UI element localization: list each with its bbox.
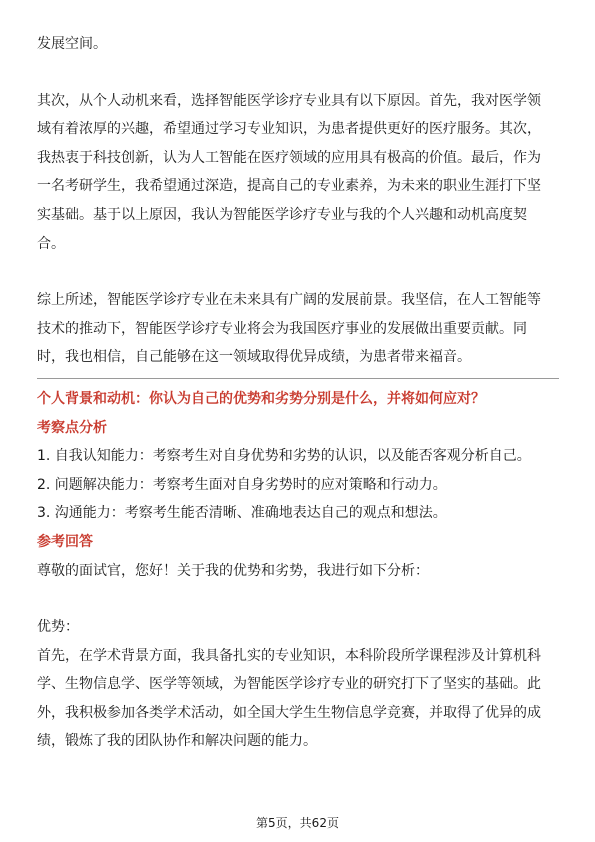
paragraph-line: 外，我积极参加各类学术活动，如全国大学生生物信息学竞赛，并取得了优异的成: [37, 704, 541, 721]
paragraph-line: 首先，在学术背景方面，我具备扎实的专业知识，本科阶段所学课程涉及计算机科: [37, 647, 541, 664]
page-number-footer: 第5页，共62页: [256, 816, 339, 830]
analysis-heading: 考察点分析: [37, 419, 107, 436]
answer-intro: 尊敬的面试官，您好！关于我的优势和劣势，我进行如下分析：: [37, 562, 429, 579]
strengths-label: 优势：: [37, 619, 79, 636]
question-heading: 个人背景和动机：你认为自己的优势和劣势分别是什么，并将如何应对？: [37, 390, 485, 407]
paragraph-line: 实基础。基于以上原因，我认为智能医学诊疗专业与我的个人兴趣和动机高度契: [37, 206, 527, 223]
strengths-paragraph: [37, 642, 559, 756]
list-item: 1. 自我认知能力：考察考生对自身优势和劣势的认识，以及能否客观分析自己。: [37, 448, 531, 465]
page-content: [37, 30, 559, 756]
answer-heading: 参考回答: [37, 533, 93, 550]
paragraph-line: 时，我也相信，自己能够在这一领域取得优异成绩，为患者带来福音。: [37, 349, 471, 366]
analysis-list: [37, 442, 559, 528]
paragraph-line: 综上所述，智能医学诊疗专业在未来具有广阔的发展前景。我坚信，在人工智能等: [37, 292, 541, 309]
list-item: 2. 问题解决能力：考察考生面对自身劣势时的应对策略和行动力。: [37, 476, 447, 493]
spacer: [37, 585, 559, 613]
paragraph-motivation: [37, 87, 559, 259]
paragraph-line: 一名考研学生，我希望通过深造，提高自己的专业素养，为未来的职业生涯打下坚: [37, 178, 541, 195]
paragraph-line: 其次，从个人动机来看，选择智能医学诊疗专业具有以下原因。首先，我对医学领: [37, 92, 541, 109]
paragraph-line: 我热衷于科技创新，认为人工智能在医疗领域的应用具有极高的价值。最后，作为: [37, 149, 541, 166]
spacer: [37, 59, 559, 87]
paragraph-line: 发展空间。: [37, 36, 107, 52]
section-divider: [37, 378, 559, 379]
list-item: 3. 沟通能力：考察考生能否清晰、准确地表达自己的观点和想法。: [37, 505, 447, 522]
paragraph-line: 域有着浓厚的兴趣，希望通过学习专业知识，为患者提供更好的医疗服务。其次，: [37, 121, 541, 138]
spacer: [37, 258, 559, 286]
paragraph-line: 合。: [37, 235, 65, 252]
paragraph-line: 学、生物信息学、医学等领域，为智能医学诊疗专业的研究打下了坚实的基础。此: [37, 676, 541, 693]
paragraph-line: 绩，锻炼了我的团队协作和解决问题的能力。: [37, 733, 317, 750]
paragraph-summary: [37, 286, 559, 372]
paragraph-line: 技术的推动下，智能医学诊疗专业将会为我国医疗事业的发展做出重要贡献。同: [37, 320, 527, 337]
